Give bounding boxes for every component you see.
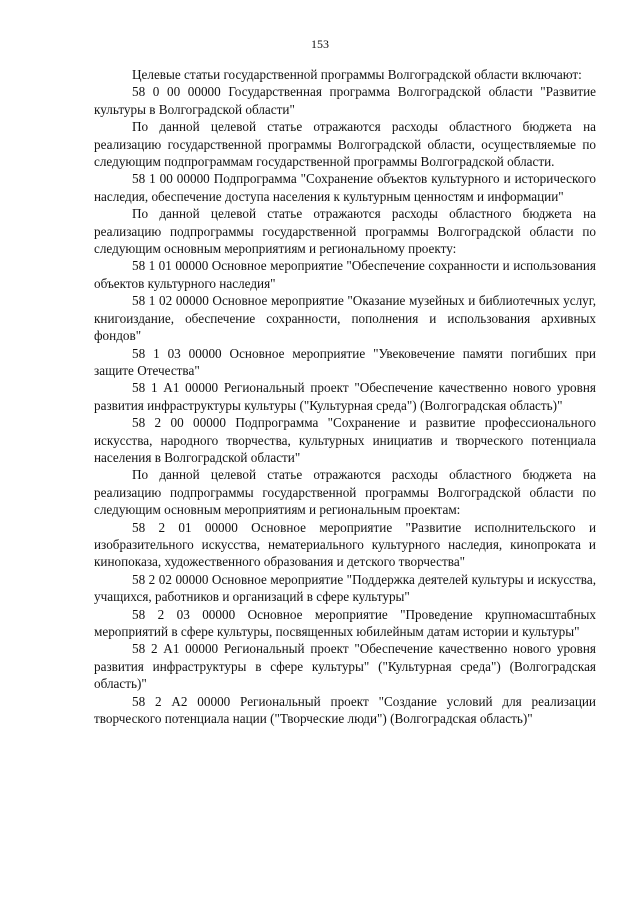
project-58-2-a2: 58 2 А2 00000 Региональный проект "Создание условий для реализации творческого потенциала нации ("Творческие люди") (Волгоградская область)"	[94, 693, 596, 727]
subprogram-1-description: По данной целевой статье отражаются расходы областного бюджета на реализацию подпрограммы государственной программы Волгоградской области по следующим основным мероприятиям и региональному проекту:	[94, 206, 596, 257]
subprogram-2-description: По данной целевой статье отражаются расходы областного бюджета на реализацию подпрограммы государственной программы Волгоградской области по следующим основным мероприятиям и региональным проектам:	[94, 467, 596, 518]
activity-58-2-03: 58 2 03 00000 Основное мероприятие "Проведение крупномасштабных мероприятий в сфере культуры, посвященных юбилейным датам истории и культуры"	[94, 606, 596, 639]
activity-58-1-03: 58 1 03 00000 Основное мероприятие "Увековечение памяти погибших при защите Отечества"	[94, 345, 596, 378]
project-58-2-a1: 58 2 А1 00000 Региональный проект "Обеспечение качественно нового уровня развития инфраструктуры в сфере культуры" ("Культурная среда") (Волгоградская область)"	[94, 641, 596, 692]
activity-58-1-02: 58 1 02 00000 Основное мероприятие "Оказание музейных и библиотечных услуг, книгоиздание, обеспечение сохранности, пополнения и использования архивных фондов"	[94, 293, 596, 344]
activity-58-2-02: 58 2 02 00000 Основное мероприятие "Поддержка деятелей культуры и искусства, учащихся, работников и организаций в сфере культуры"	[94, 571, 596, 605]
page-number: 153	[311, 37, 329, 51]
state-program-description: По данной целевой статье отражаются расходы областного бюджета на реализацию государственной программы Волгоградской области, осуществляемые по следующим подпрограммам государственной программы Волгоградской области.	[94, 119, 596, 170]
project-58-1-a1: 58 1 А1 00000 Региональный проект "Обеспечение качественно нового уровня развития инфраструктуры культуры ("Культурная среда") (Волгоградская область)"	[94, 380, 596, 413]
intro-paragraph: Целевые статьи государственной программы Волгоградской области включают:	[132, 67, 582, 82]
state-program-item: 58 0 00 00000 Государственная программа Волгоградской области "Развитие культуры в Волгоградской области"	[94, 84, 596, 117]
subprogram-1-item: 58 1 00 00000 Подпрограмма "Сохранение объектов культурного и исторического наследия, обеспечение доступа населения к культурным ценностям и информации"	[94, 171, 596, 204]
activity-58-2-01: 58 2 01 00000 Основное мероприятие "Развитие исполнительского и изобразительного искусства, нематериального культурного наследия, кинопроката и кинопоказа, художественного образования и детского творчества"	[94, 519, 596, 570]
activity-58-1-01: 58 1 01 00000 Основное мероприятие "Обеспечение сохранности и использования объектов культурного наследия"	[94, 258, 596, 291]
document-body	[94, 66, 596, 727]
subprogram-2-item: 58 2 00 00000 Подпрограмма "Сохранение и развитие профессионального искусства, народного творчества, культурных инициатив и творческого потенциала населения в Волгоградской области"	[94, 415, 596, 465]
